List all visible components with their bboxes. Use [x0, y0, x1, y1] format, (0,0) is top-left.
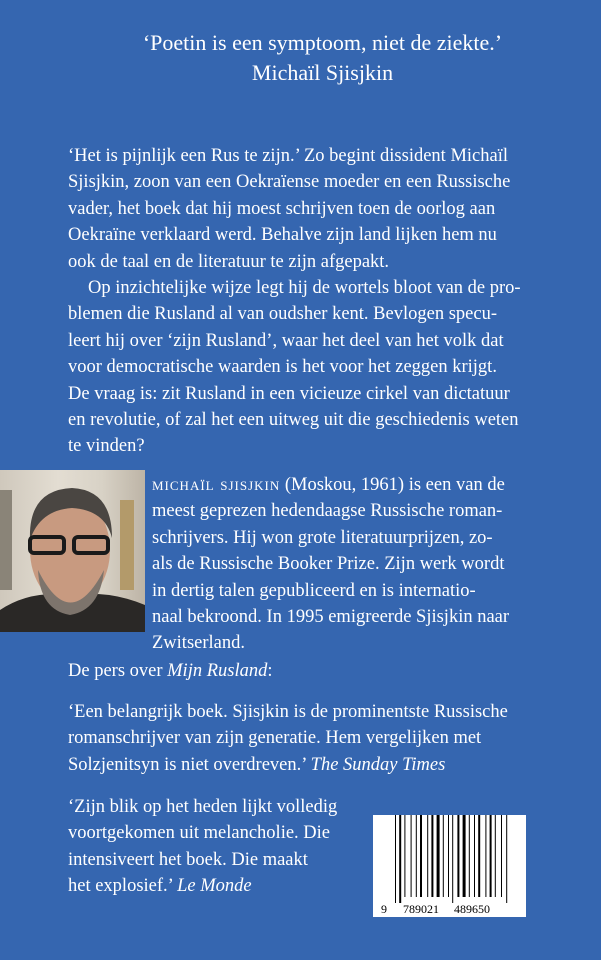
text-line: als de Russische Booker Prize. Zijn werk wordt	[152, 554, 505, 575]
barcode-bar	[490, 815, 492, 897]
press-quote-2	[68, 794, 337, 900]
text-line: vader, het boek dat hij moest schrijven toen de oorlog aan	[68, 198, 496, 219]
text-line: voor democratische waarden is het voor het zeggen krijgt.	[68, 357, 497, 378]
isbn-group-a: 789021	[403, 902, 439, 916]
barcode-bar	[411, 815, 412, 897]
back-cover-quote: ‘Poetin is een symptoom, niet de ziekte.’	[142, 30, 503, 55]
text-line: te vinden?	[68, 436, 145, 457]
book-title: Mijn Rusland	[167, 661, 268, 681]
text-line: leert hij over ‘zijn Rusland’, waar het deel van het volk dat	[68, 330, 504, 351]
colon: :	[267, 661, 273, 681]
text-line: Sjisjkin, zoon van een Oekraïense moeder en een Russische	[68, 172, 511, 193]
description	[68, 143, 521, 460]
barcode-bar	[457, 815, 459, 897]
text-line: meest geprezen hedendaagse Russische roman-	[152, 501, 503, 522]
barcode-bar	[431, 815, 433, 897]
barcode-bar	[404, 815, 405, 897]
barcode-bar	[463, 815, 466, 897]
text-line: ‘Een belangrijk boek. Sjisjkin is de prominentste Russische	[68, 702, 508, 722]
barcode-bar	[395, 815, 396, 903]
text-line: voortgekomen uit melancholie. Die	[68, 823, 331, 844]
barcode-bar	[469, 815, 470, 897]
author-photo	[0, 470, 145, 632]
barcode-bar	[501, 815, 502, 897]
text-line: (Moskou, 1961) is een van de	[280, 475, 505, 495]
isbn-group-b: 489650	[454, 902, 490, 916]
press-intro	[68, 658, 273, 684]
barcode-bar	[485, 815, 486, 897]
barcode-bar	[427, 815, 428, 897]
isbn-barcode	[373, 815, 526, 917]
text-line: en revolutie, of zal het een uitweg uit die geschiedenis weten	[68, 410, 519, 431]
barcode-bar	[478, 815, 480, 897]
text-line: ‘Zijn blik op het heden lijkt volledig	[68, 797, 338, 817]
text-line: blemen die Rusland al van oudsher kent. Bevlogen specu-	[68, 304, 497, 325]
barcode-bar	[420, 815, 422, 897]
author-bio	[152, 472, 509, 657]
description-paragraph-2	[68, 275, 521, 460]
quote-author: Michaïl Sjisjkin	[251, 60, 394, 85]
description-paragraph-1	[68, 143, 521, 275]
text-line: naal bekroond. In 1995 emigreerde Sjisjkin naar	[152, 607, 510, 628]
barcode-bar	[448, 815, 449, 897]
text-line: in dertig talen gepubliceerd en is internatio-	[152, 580, 476, 601]
barcode-bar	[495, 815, 496, 897]
barcode-bar	[399, 815, 401, 903]
text-line: intensiveert het boek. Die maakt	[68, 849, 308, 870]
text-line: het explosief.’	[68, 876, 178, 897]
barcode-bar	[506, 815, 507, 903]
author-name: michaïl sjisjkin	[152, 475, 281, 495]
barcode-bar	[443, 815, 444, 897]
barcode-bars	[373, 815, 526, 917]
text-line: schrijvers. Hij won grote literatuurprijzen, zo-	[152, 527, 493, 548]
text-line: Op inzichtelijke wijze legt hij de wortels bloot van de pro-	[88, 278, 521, 299]
press-quote-1	[68, 699, 508, 778]
text-line: Solzjenitsyn is niet overdreven.’	[68, 754, 311, 775]
barcode-bar	[437, 815, 440, 897]
barcode-bar	[416, 815, 417, 897]
text-line: De vraag is: zit Rusland in een vicieuze cirkel van dictatuur	[68, 383, 510, 404]
quote-source: Le Monde	[177, 876, 252, 897]
press-intro-text: De pers over	[68, 661, 168, 681]
text-line: Zwitserland.	[152, 633, 245, 654]
barcode-bar	[452, 815, 453, 903]
text-line: ook de taal en de literatuur te zijn afgepakt.	[68, 251, 390, 272]
text-line: ‘Het is pijnlijk een Rus te zijn.’ Zo begint dissident Michaïl	[68, 146, 508, 166]
text-line: Oekraïne verklaard werd. Behalve zijn land lijken hem nu	[68, 225, 497, 246]
isbn-prefix: 9	[381, 902, 387, 916]
barcode-bar	[474, 815, 475, 897]
quote-source: The Sunday Times	[310, 754, 446, 775]
text-line: romanschrijver van zijn generatie. Hem vergelijken met	[68, 728, 482, 749]
